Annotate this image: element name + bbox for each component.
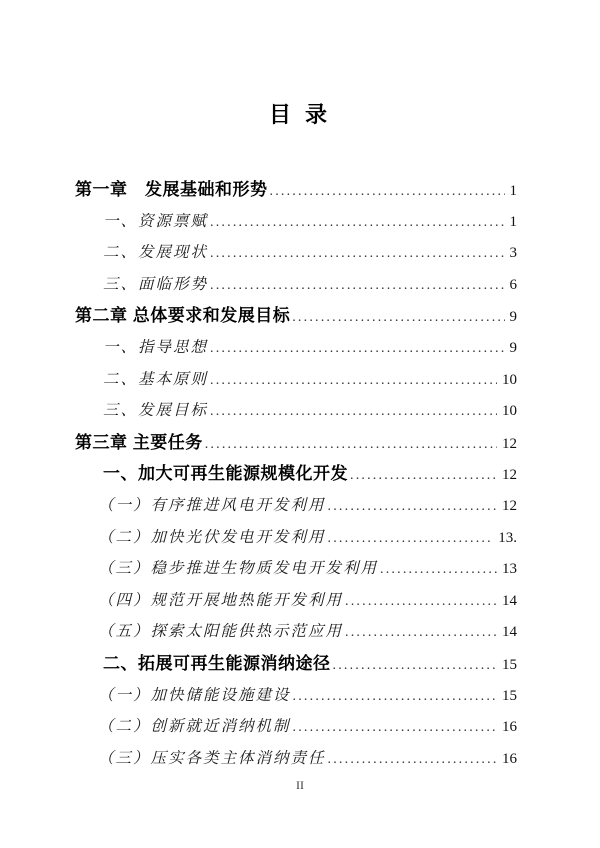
toc-entry-label: 二、拓展可再生能源消纳途径 [103, 653, 331, 673]
toc-entry-label: （二）加快光伏发电开发利用 [98, 528, 326, 546]
dot-leader [328, 743, 497, 776]
toc-entry[interactable] [75, 680, 517, 712]
toc-entry[interactable] [75, 174, 517, 206]
toc-entry-page: 13. [498, 529, 517, 546]
toc-entry-page: 10 [502, 403, 517, 420]
toc-entry-page: 6 [509, 276, 517, 293]
toc-entry[interactable] [75, 490, 517, 522]
toc-entry-label: 三、面临形势 [103, 275, 209, 293]
toc-entry[interactable] [75, 332, 517, 364]
dot-leader [270, 175, 505, 208]
dot-leader [210, 269, 504, 302]
toc-entry[interactable] [75, 395, 517, 427]
page-title: 目 录 [268, 102, 332, 127]
toc-entry[interactable] [75, 458, 517, 490]
dot-leader [210, 332, 504, 365]
dot-leader [210, 237, 504, 270]
dot-leader [210, 395, 497, 428]
toc-entry[interactable] [75, 585, 517, 617]
toc-entry[interactable] [75, 711, 517, 743]
toc-entry-label: （三）稳步推进生物质发电开发利用 [98, 560, 379, 578]
toc-entry-page: 16 [502, 750, 517, 767]
toc-entry-page: 9 [509, 339, 517, 356]
toc-entry-page: 12 [502, 435, 517, 452]
toc-entry-label: （一）加快储能设施建设 [98, 686, 291, 704]
toc-entry-label: 一、加大可再生能源规模化开发 [103, 464, 348, 484]
dot-leader [345, 616, 497, 649]
toc-entry-page: 1 [509, 183, 517, 199]
toc-entry-page: 15 [502, 687, 517, 704]
dot-leader [328, 522, 494, 555]
toc-entry[interactable] [75, 648, 517, 680]
toc-list [75, 174, 517, 774]
toc-entry-page: 12 [502, 467, 517, 484]
toc-entry[interactable] [75, 553, 517, 585]
toc-entry[interactable] [75, 269, 517, 301]
toc-entry-page: 9 [509, 309, 517, 326]
toc-entry-label: （二）创新就近消纳机制 [98, 718, 291, 736]
toc-entry-label: 三、发展目标 [103, 402, 209, 420]
toc-entry[interactable] [75, 743, 517, 775]
toc-entry-label: （三）压实各类主体消纳责任 [98, 749, 326, 767]
toc-entry-label: 一、资源禀赋 [103, 212, 209, 230]
toc-entry-label: （五）探索太阳能供热示范应用 [98, 623, 344, 641]
toc-entry[interactable] [75, 616, 517, 648]
page-number-footer: II [296, 778, 304, 792]
toc-entry-label: （四）规范开展地热能开发利用 [98, 591, 344, 609]
dot-leader [293, 680, 497, 713]
dot-leader [333, 649, 498, 682]
toc-entry-page: 14 [502, 624, 517, 641]
toc-entry[interactable] [75, 300, 517, 332]
toc-entry-page: 10 [502, 371, 517, 388]
toc-entry-page: 3 [509, 245, 517, 262]
toc-entry-page: 14 [502, 592, 517, 609]
toc-entry[interactable] [75, 206, 517, 238]
toc-entry[interactable] [75, 522, 517, 554]
dot-leader [210, 206, 504, 239]
toc-entry-label: 第一章 发展基础和形势 [75, 180, 268, 199]
toc-entry[interactable] [75, 427, 517, 459]
toc-entry-label: 二、发展现状 [103, 244, 209, 262]
dot-leader [292, 301, 504, 334]
toc-entry-label: 二、基本原则 [103, 370, 209, 388]
dot-leader [380, 553, 497, 586]
toc-entry-page: 12 [502, 497, 517, 514]
dot-leader [328, 490, 497, 523]
toc-entry-label: 第二章 总体要求和发展目标 [75, 306, 291, 326]
toc-entry[interactable] [75, 237, 517, 269]
dot-leader [293, 711, 497, 744]
toc-entry-page: 1 [509, 213, 517, 230]
toc-entry-page: 15 [502, 656, 517, 673]
dot-leader [350, 459, 497, 492]
dot-leader [205, 428, 497, 461]
dot-leader [345, 585, 497, 618]
dot-leader [210, 364, 497, 397]
toc-entry-label: 第三章 主要任务 [75, 432, 203, 452]
toc-entry-page: 13 [502, 561, 517, 578]
toc-entry-label: 一、指导思想 [103, 338, 209, 356]
toc-entry-page: 16 [502, 719, 517, 736]
toc-entry[interactable] [75, 364, 517, 396]
toc-entry-label: （一）有序推进风电开发利用 [98, 496, 326, 514]
